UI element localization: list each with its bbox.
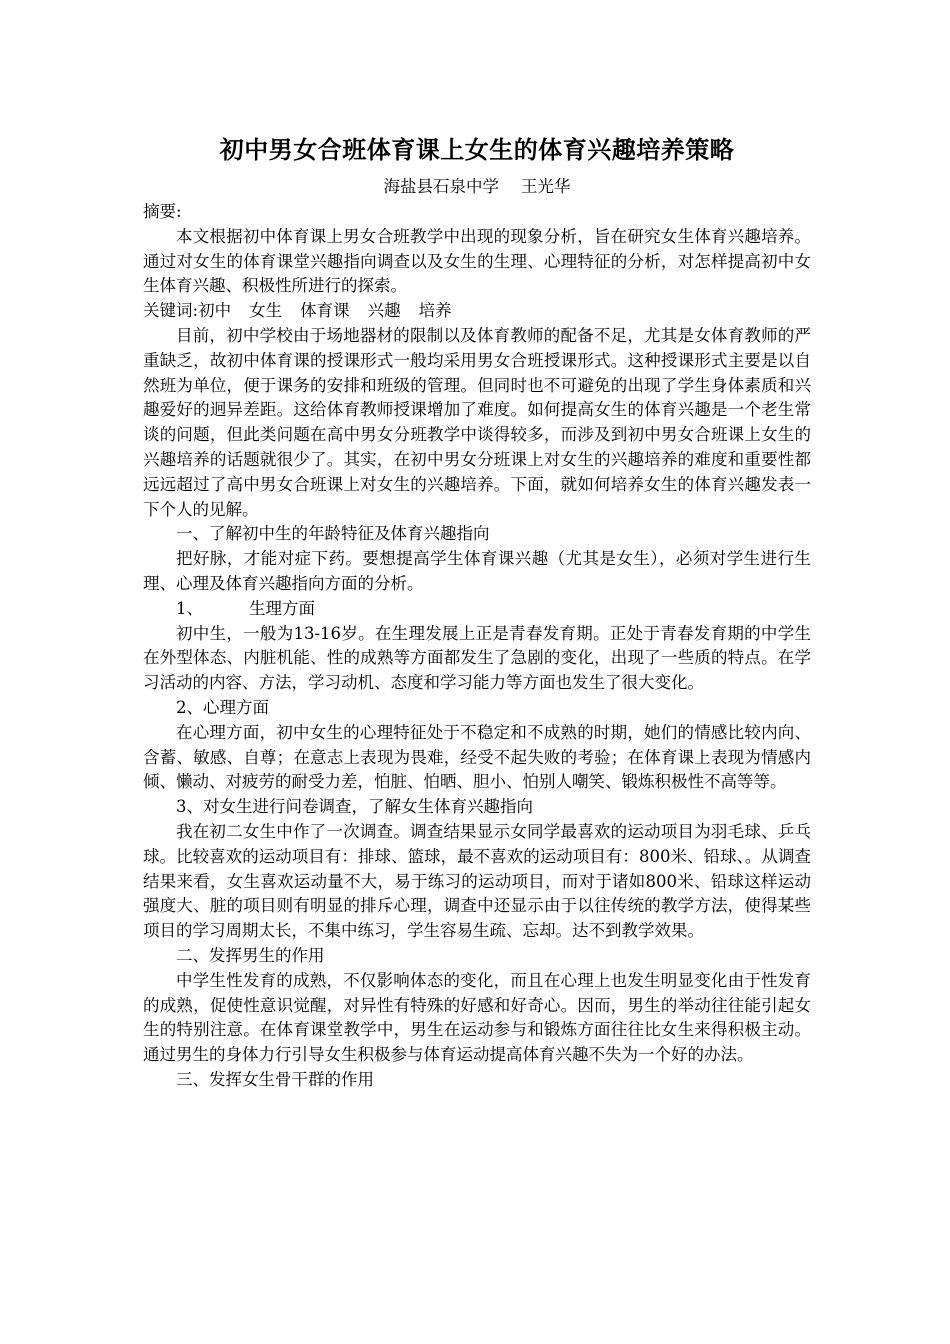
abstract-label: 摘要: [143,202,182,221]
paragraph-1-3: 我在初二女生中作了一次调查。调查结果显示女同学最喜欢的运动项目为羽毛球、乒乓球。比较喜欢的运动项目有：排球、篮球，最不喜欢的运动项目有：800米、铅球、。从调查结果来看，女生喜欢运动量不大，易于练习的运动项目，而对于诸如800米、铅球这样运动强度大、脏的项目则有明显的排斥心理，调查中还显示由于以往传统的教学方法，使得某些项目的学习周期太长，不集中练习，学生容易生疏、忘却。达不到教学效果。 [143,821,811,941]
keywords-line [143,299,811,324]
keyword: 培养 [418,301,452,321]
document-body [143,200,811,1093]
section-heading-2: 二、发挥男生的作用 [176,945,325,965]
keyword: 女生 [249,301,283,321]
author-line [143,176,811,198]
paragraph-1-1: 初中生，一般为13-16岁。在生理发展上正是青春发育期。正处于青春发育期的中学生在外型体态、内脏机能、性的成熟等方面都发生了急剧的变化，出现了一些质的特点。在学习活动的内容、方法，学习动机、态度和学习能力等方面也发生了很大变化。 [143,623,811,693]
subsection-heading-1-2: 2、心理方面 [176,697,269,717]
author-school: 海盐县石泉中学 [383,177,499,196]
paragraph-intro: 目前，初中学校由于场地器材的限制以及体育教师的配备不足，尤其是女体育教师的严重缺乏，故初中体育课的授课形式一般均采用男女合班授课形式。这种授课形式主要是以自然班为单位，便于课务的安排和班级的管理。但同时也不可避免的出现了学生身体素质和兴趣爱好的迥异差距。这给体育教师授课增加了难度。如何提高女生的体育兴趣是一个老生常谈的问题，但此类问题在高中男女分班教学中谈得较多，而涉及到初中男女合班课上女生的兴趣培养的话题就很少了。其实，在初中男女分班课上对女生的兴趣培养的难度和重要性都远远超过了高中男女合班课上对女生的兴趣培养。下面，就如何培养女生的体育兴趣发表一下个人的见解。 [143,325,811,519]
subsection-heading-1-3: 3、对女生进行问卷调查，了解女生体育兴趣指向 [176,797,533,817]
section-heading-1: 一、了解初中生的年龄特征及体育兴趣指向 [176,524,490,544]
keyword: 兴趣 [367,301,401,321]
paragraph-1-2: 在心理方面，初中女生的心理特征处于不稳定和不成熟的时期，她们的情感比较内向、含蓄、敏感、自尊；在意志上表现为畏难，经受不起失败的考验；在体育课上表现为情感内倾、懒动、对疲劳的耐受力差，怕脏、怕晒、胆小、怕别人嘲笑、锻炼积极性不高等等。 [143,722,811,792]
keyword: 初中 [198,301,232,321]
paragraph-2: 中学生性发育的成熟，不仅影响体态的变化，而且在心理上也发生明显变化由于性发育的成熟，促使性意识觉醒，对异性有特殊的好感和好奇心。因而，男生的举动往往能引起女生的特别注意。在体育课堂教学中，男生在运动参与和锻炼方面往往比女生来得积极主动。通过男生的身体力行引导女生积极参与体育运动提高体育兴趣不失为一个好的办法。 [143,970,811,1065]
abstract-text: 本文根据初中体育课上男女合班教学中出现的现象分析，旨在研究女生体育兴趣培养。通过对女生的体育课堂兴趣指向调查以及女生的生理、心理特征的分析，对怎样提高初中女生体育兴趣、积极性所进行的探索。 [143,226,811,296]
subsection-heading-1-1: 1、 生理方面 [176,598,315,618]
keyword: 体育课 [300,301,350,321]
keywords-label: 关键词: [143,301,199,321]
section-heading-3: 三、发挥女生骨干群的作用 [176,1069,374,1089]
author-name: 王光华 [521,177,571,196]
page-title: 初中男女合班体育课上女生的体育兴趣培养策略 [219,136,735,164]
paragraph-1: 把好脉，才能对症下药。要想提高学生体育课兴趣（尤其是女生），必须对学生进行生理、心理及体育兴趣指向方面的分析。 [143,549,811,593]
